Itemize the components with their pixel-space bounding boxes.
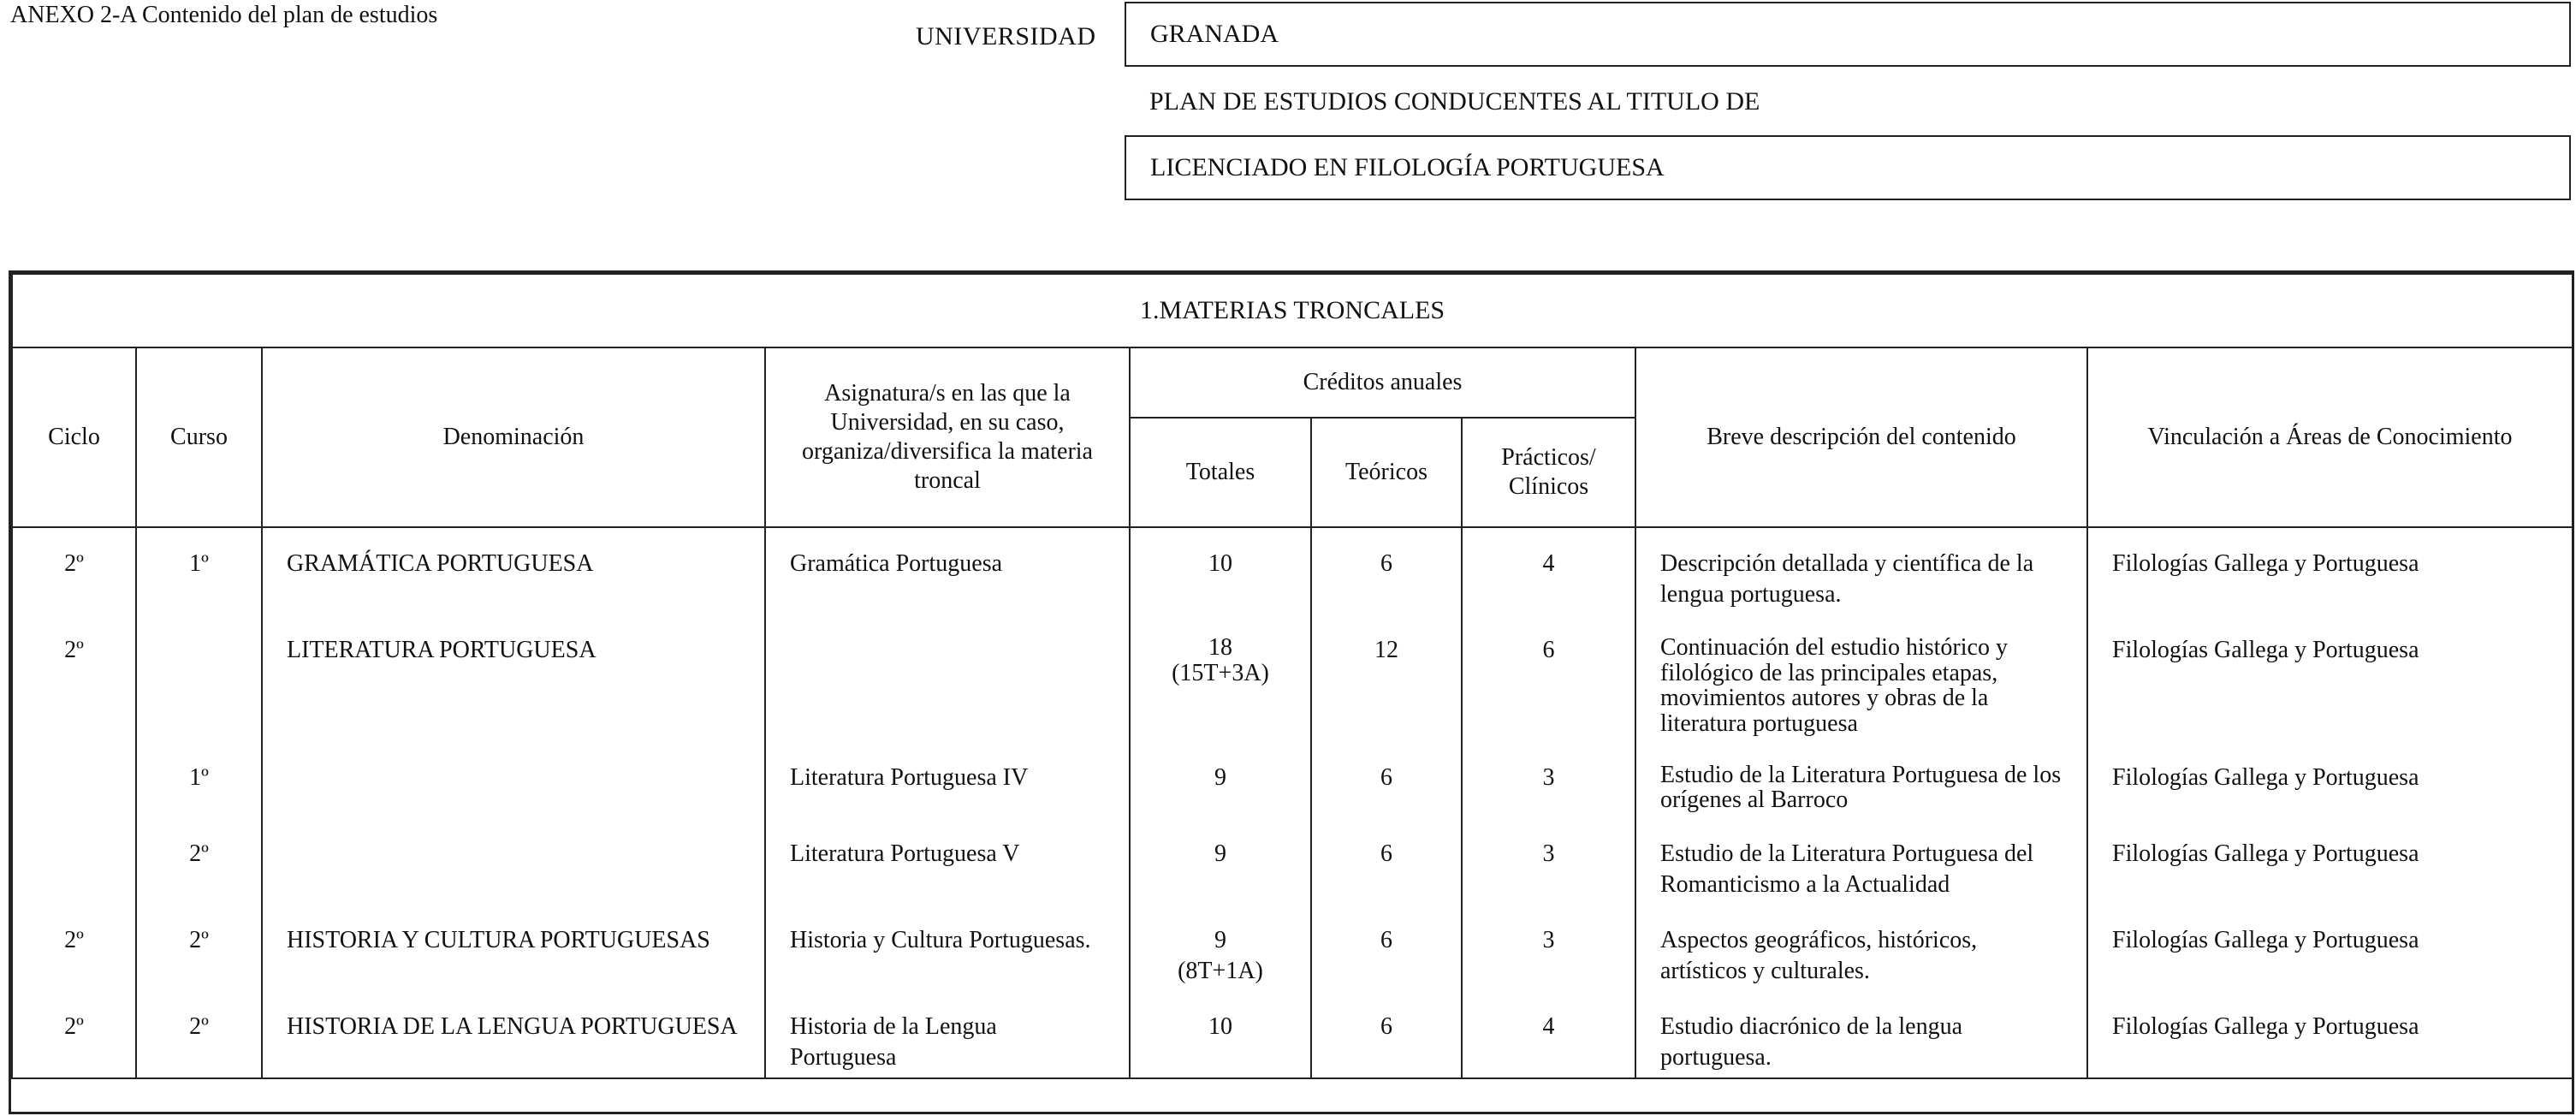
cell-curso: 1º (136, 527, 262, 614)
cell-denominacion (262, 818, 765, 905)
cell-descripcion: Estudio de la Literatura Portuguesa del Romanticismo a la Actualidad (1635, 818, 2087, 905)
university-name: GRANADA (1150, 20, 1279, 48)
cell-denominacion (262, 742, 765, 818)
col-header-creditos: Créditos anuales (1130, 347, 1635, 418)
cell-practicos: 4 (1462, 991, 1635, 1078)
cell-denominacion: HISTORIA DE LA LENGUA PORTUGUESA (262, 991, 765, 1078)
col-header-curso: Curso (136, 347, 262, 527)
cell-ciclo (12, 818, 136, 905)
cell-denominacion: LITERATURA PORTUGUESA (262, 614, 765, 742)
table-row (12, 527, 2573, 614)
cell-vinculacion: Filologías Gallega y Portuguesa (2087, 991, 2573, 1078)
cell-curso: 1º (136, 742, 262, 818)
university-label: UNIVERSIDAD (916, 22, 1096, 50)
university-name-box (1125, 2, 2571, 67)
cell-ciclo (12, 742, 136, 818)
cell-curso (136, 614, 262, 742)
cell-teoricos: 6 (1311, 991, 1462, 1078)
table-row (12, 614, 2573, 742)
materias-troncales-table (9, 270, 2574, 1114)
table-row (12, 905, 2573, 991)
cell-descripcion: Estudio diacrónico de la lengua portuguesa. (1635, 991, 2087, 1078)
cell-vinculacion: Filologías Gallega y Portuguesa (2087, 818, 2573, 905)
section-title: 1.MATERIAS TRONCALES (12, 274, 2573, 347)
cell-practicos: 3 (1462, 742, 1635, 818)
annex-heading: ANEXO 2-A Contenido del plan de estudios (10, 2, 438, 28)
cell-denominacion: GRAMÁTICA PORTUGUESA (262, 527, 765, 614)
cell-vinculacion: Filologías Gallega y Portuguesa (2087, 905, 2573, 991)
cell-teoricos: 6 (1311, 905, 1462, 991)
col-header-totales: Totales (1130, 418, 1311, 527)
col-header-vinculacion: Vinculación a Áreas de Conocimiento (2087, 347, 2573, 527)
cell-descripcion: Aspectos geográficos, históricos, artísticos y culturales. (1635, 905, 2087, 991)
cell-teoricos: 12 (1311, 614, 1462, 742)
cell-vinculacion: Filologías Gallega y Portuguesa (2087, 614, 2573, 742)
cell-curso: 2º (136, 905, 262, 991)
table-row (12, 742, 2573, 818)
cell-asignatura: Literatura Portuguesa V (765, 818, 1130, 905)
cell-ciclo: 2º (12, 905, 136, 991)
cell-asignatura: Historia de la Lengua Portuguesa (765, 991, 1130, 1078)
cell-totales: 9 (1130, 818, 1311, 905)
cell-practicos: 3 (1462, 818, 1635, 905)
cell-curso: 2º (136, 818, 262, 905)
col-header-practicos: Prácticos/ Clínicos (1462, 418, 1635, 527)
cell-asignatura (765, 614, 1130, 742)
cell-teoricos: 6 (1311, 742, 1462, 818)
cell-practicos: 6 (1462, 614, 1635, 742)
col-header-teoricos: Teóricos (1311, 418, 1462, 527)
cell-teoricos: 6 (1311, 527, 1462, 614)
cell-asignatura: Gramática Portuguesa (765, 527, 1130, 614)
cell-teoricos: 6 (1311, 818, 1462, 905)
degree-title-box (1125, 135, 2571, 200)
col-header-denominacion: Denominación (262, 347, 765, 527)
table-row (12, 991, 2573, 1078)
cell-descripcion: Continuación del estudio histórico y filológico de las principales etapas, movimientos autores y obras de la literatura portuguesa (1635, 614, 2087, 742)
cell-totales: 9 (1130, 742, 1311, 818)
col-header-descripcion: Breve descripción del contenido (1635, 347, 2087, 527)
cell-totales: 10 (1130, 527, 1311, 614)
plan-heading: PLAN DE ESTUDIOS CONDUCENTES AL TITULO DE (1149, 87, 1760, 116)
cell-ciclo: 2º (12, 527, 136, 614)
cell-asignatura: Historia y Cultura Portuguesas. (765, 905, 1130, 991)
cell-ciclo: 2º (12, 614, 136, 742)
cell-practicos: 3 (1462, 905, 1635, 991)
cell-denominacion: HISTORIA Y CULTURA PORTUGUESAS (262, 905, 765, 991)
cell-ciclo: 2º (12, 991, 136, 1078)
table-row (12, 818, 2573, 905)
cell-vinculacion: Filologías Gallega y Portuguesa (2087, 742, 2573, 818)
degree-title: LICENCIADO EN FILOLOGÍA PORTUGUESA (1150, 153, 1665, 181)
cell-vinculacion: Filologías Gallega y Portuguesa (2087, 527, 2573, 614)
cell-curso: 2º (136, 991, 262, 1078)
cell-descripcion: Estudio de la Literatura Portuguesa de los orígenes al Barroco (1635, 742, 2087, 818)
cell-totales: 9 (8T+1A) (1130, 905, 1311, 991)
col-header-ciclo: Ciclo (12, 347, 136, 527)
cell-descripcion: Descripción detallada y científica de la lengua portuguesa. (1635, 527, 2087, 614)
cell-totales: 18 (15T+3A) (1130, 614, 1311, 742)
cell-asignatura: Literatura Portuguesa IV (765, 742, 1130, 818)
cell-practicos: 4 (1462, 527, 1635, 614)
col-header-asignatura: Asignatura/s en las que la Universidad, en su caso, organiza/diversifica la materia troncal (765, 347, 1130, 527)
cell-totales: 10 (1130, 991, 1311, 1078)
